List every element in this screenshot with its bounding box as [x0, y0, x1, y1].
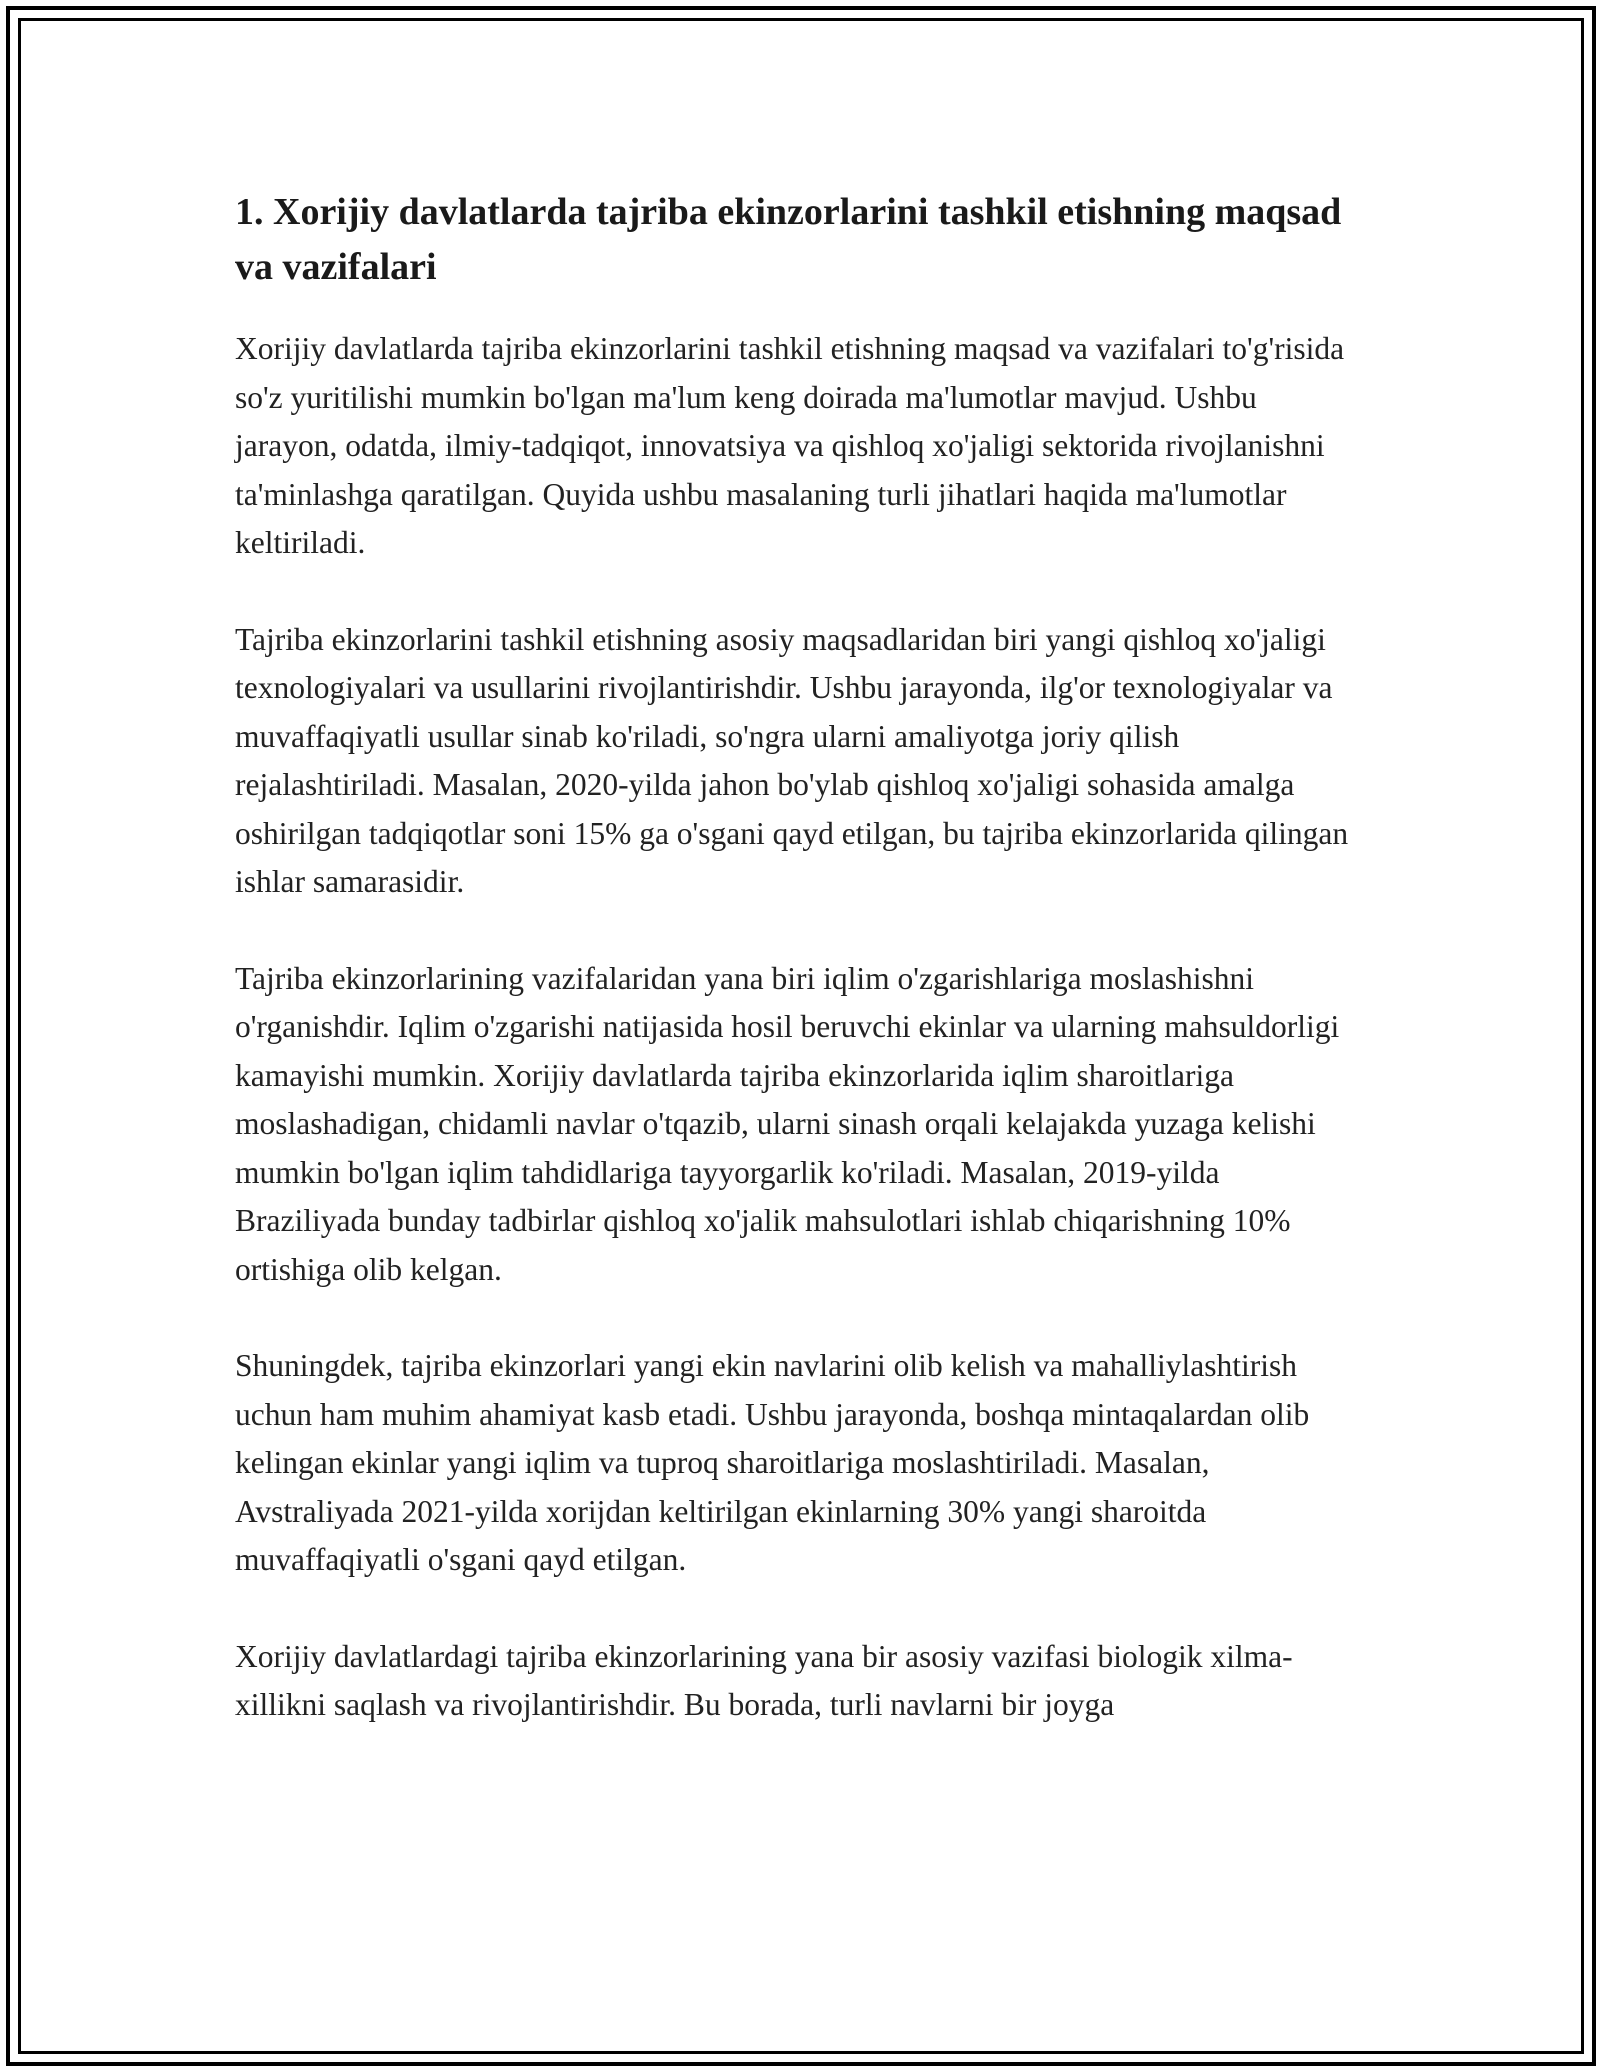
document-body [235, 185, 1355, 1778]
paragraph-climate-adaptation: Tajriba ekinzorlarining vazifalaridan yana biri iqlim o'zgarishlariga moslashishni o'rganishdir. Iqlim o'zgarishi natijasida hosil beruvchi ekinlar va ularning mahsuldorligi kamayishi mumkin. Xorijiy davlatlarda tajriba ekinzorlarida iqlim sharoitlariga moslashadigan, chidamli navlar o'tqazib, ularni sinash orqali kelajakda yuzaga kelishi mumkin bo'lgan iqlim tahdidlariga tayyorgarlik ko'riladi. Masalan, 2019-yilda Braziliyada bunday tadbirlar qishloq xo'jalik mahsulotlari ishlab chiqarishning 10% ortishiga olib kelgan. [235, 960, 1340, 1287]
paragraph-biodiversity: Xorijiy davlatlardagi tajriba ekinzorlarining yana bir asosiy vazifasi biologik xilma-xillikni saqlash va rivojlantirishdir. Bu borada, turli navlarni bir joyga [235, 1638, 1293, 1722]
paragraph-new-varieties: Shuningdek, tajriba ekinzorlari yangi ekin navlarini olib kelish va mahalliylashtirish uchun ham muhim ahamiyat kasb etadi. Ushbu jarayonda, boshqa mintaqalardan olib kelingan ekinlar yangi iqlim va tuproq sharoitlariga moslashtiriladi. Masalan, Avstraliyada 2021-yilda xorijdan keltirilgan ekinlarning 30% yangi sharoitda muvaffaqiyatli o'sgani qayd etilgan. [235, 1348, 1310, 1577]
paragraph-intro: Xorijiy davlatlarda tajriba ekinzorlarini tashkil etishning maqsad va vazifalari to'g'risida so'z yuritilishi mumkin bo'lgan ma'lum keng doirada ma'lumotlar mavjud. Ushbu jarayon, odatda, ilmiy-tadqiqot, innovatsiya va qishloq xo'jaligi sektorida rivojlanishni ta'minlashga qaratilgan. Quyida ushbu masalaning turli jihatlari haqida ma'lumotlar keltiriladi. [235, 331, 1345, 560]
section-heading: 1. Xorijiy davlatlarda tajriba ekinzorlarini tashkil etishning maqsad va vazifalari [235, 191, 1342, 288]
paragraph-technologies: Tajriba ekinzorlarini tashkil etishning asosiy maqsadlaridan biri yangi qishloq xo'jaligi texnologiyalari va usullarini rivojlantirishdir. Ushbu jarayonda, ilg'or texnologiyalar va muvaffaqiyatli usullar sinab ko'riladi, so'ngra ularni amaliyotga joriy qilish rejalashtiriladi. Masalan, 2020-yilda jahon bo'ylab qishloq xo'jaligi sohasida amalga oshirilgan tadqiqotlar soni 15% ga o'sgani qayd etilgan, bu tajriba ekinzorlarida qilingan ishlar samarasidir. [235, 621, 1349, 899]
